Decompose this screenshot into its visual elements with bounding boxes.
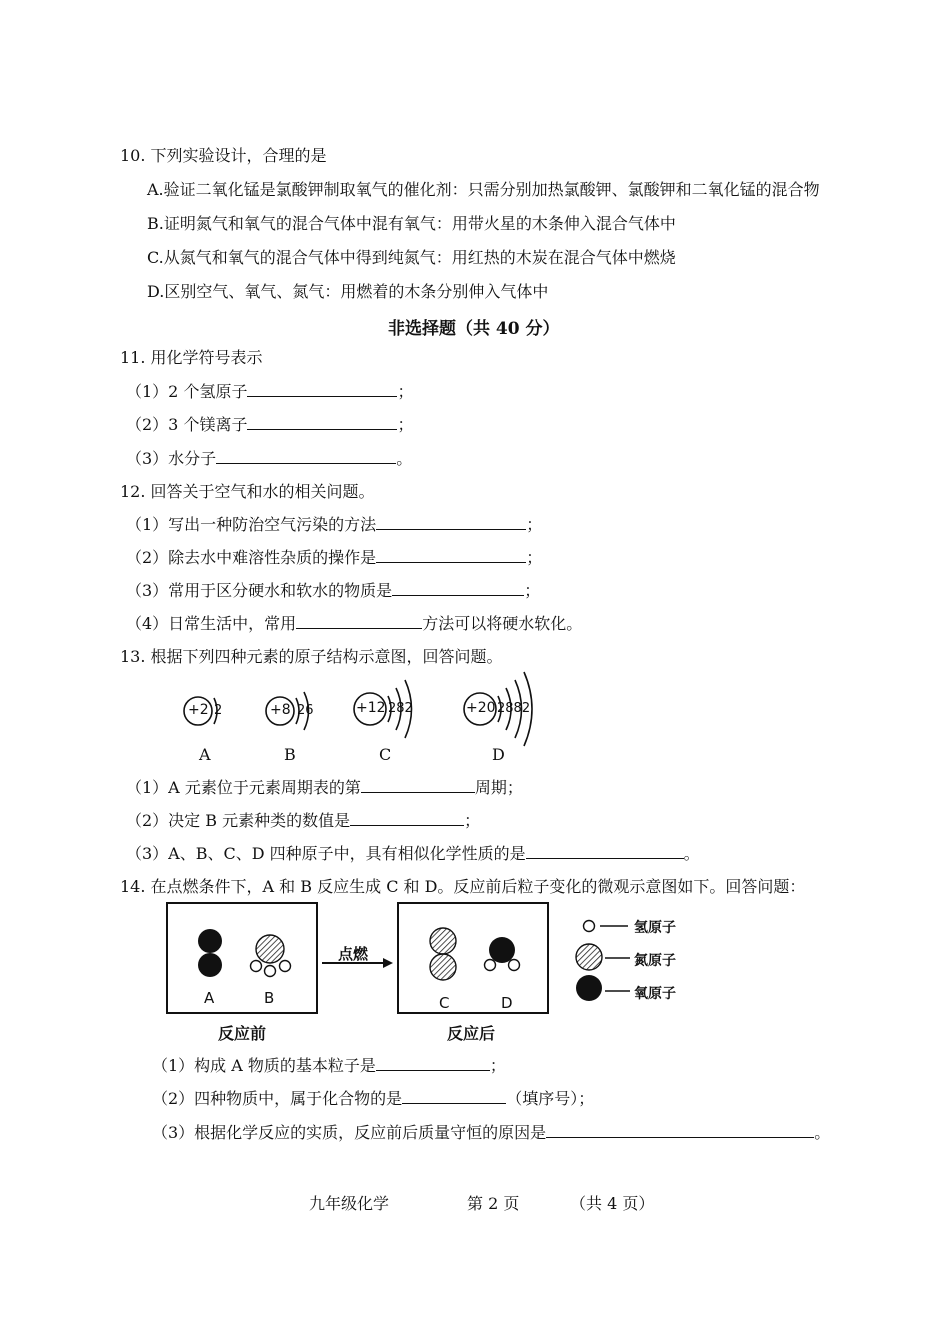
atom-d-nucleus: +20 [466, 700, 496, 716]
q13-item-2 [126, 811, 480, 831]
atom-a-letter: A [199, 745, 211, 764]
q14-item-3-label: （3）根据化学反应的实质，反应前后质量守恒的原因是 [152, 1123, 547, 1142]
atom-c-nucleus: +12 [356, 700, 386, 716]
hydrogen-atom [251, 961, 262, 972]
answer-blank[interactable] [546, 1123, 814, 1138]
legend-hydrogen-label: 氢原子 [634, 920, 676, 936]
q13-item-2-label: （2）决定 B 元素种类的数值是 [126, 811, 351, 830]
q12-item-4-label: （4）日常生活中，常用 [126, 614, 297, 633]
molecule-d-label: D [501, 994, 513, 1012]
q12-item-3-end: ； [524, 581, 541, 600]
q12-item-2-end: ； [526, 548, 543, 567]
oxygen-atom [198, 953, 222, 977]
atom-b-shells: 26 [297, 703, 314, 718]
q12-item-2-label: （2）除去水中难溶性杂质的操作是 [126, 548, 377, 567]
legend-oxygen-label: 氧原子 [634, 986, 676, 1002]
answer-blank[interactable] [376, 548, 526, 563]
answer-blank[interactable] [296, 614, 422, 629]
q13-item-2-end: ； [464, 811, 481, 830]
q10-option-d: D.区别空气、氧气、氮气：用燃着的木条分别伸入气体中 [147, 282, 549, 301]
footer-total: （共 4 页） [570, 1194, 655, 1213]
answer-blank[interactable] [402, 1089, 506, 1104]
answer-blank[interactable] [350, 811, 464, 826]
legend-nitrogen-label: 氮原子 [634, 953, 676, 969]
q14-item-3 [152, 1123, 830, 1143]
q11-item-2-end: ； [397, 415, 414, 434]
q13-item-1 [126, 778, 523, 798]
q12-item-4-end: 方法可以将硬水软化。 [422, 614, 583, 633]
q12-stem: 12. 回答关于空气和水的相关问题。 [120, 482, 375, 501]
arrow-label: 点燃 [338, 945, 369, 963]
q14-item-2-end: （填序号）； [506, 1089, 595, 1108]
atom-b-letter: B [284, 745, 296, 764]
arrow-head [383, 958, 393, 968]
hydrogen-atom [509, 960, 520, 971]
q14-item-1-end: ； [489, 1056, 506, 1075]
q10-option-c: C.从氮气和氧气的混合气体中得到纯氮气：用红热的木炭在混合气体中燃烧 [147, 248, 676, 267]
q14-stem: 14. 在点燃条件下，A 和 B 反应生成 C 和 D。反应前后粒子变化的微观示意图如下。回答问题： [120, 877, 806, 896]
q13-item-1-end: 周期； [474, 778, 523, 797]
nitrogen-atom [430, 928, 456, 954]
q12-item-1-end: ； [526, 515, 543, 534]
atom-a-shells: 2 [214, 703, 223, 718]
q11-item-1-end: ； [397, 382, 414, 401]
q11-item-3-end: 。 [396, 449, 413, 468]
q12-item-2 [126, 548, 542, 568]
molecule-c-label: C [439, 994, 450, 1012]
q13-stem: 13. 根据下列四种元素的原子结构示意图，回答问题。 [120, 647, 503, 666]
answer-blank[interactable] [216, 449, 396, 464]
oxygen-atom [198, 929, 222, 953]
molecule-b-label: B [264, 989, 275, 1007]
q11-item-1 [126, 382, 413, 402]
q13-item-3 [126, 844, 700, 864]
hydrogen-atom [265, 966, 276, 977]
footer-subject: 九年级化学 [309, 1194, 390, 1213]
q11-item-3-label: （3）水分子 [126, 449, 217, 468]
hydrogen-atom [280, 961, 291, 972]
after-box [398, 903, 548, 1013]
nitrogen-atom [256, 935, 284, 963]
section-title: 非选择题（共 40 分） [388, 319, 560, 339]
q11-item-1-label: （1）2 个氢原子 [126, 382, 248, 401]
q10-stem: 10. 下列实验设计，合理的是 [120, 146, 327, 165]
oxygen-atom [489, 937, 515, 963]
q14-item-1 [152, 1056, 506, 1076]
after-caption: 反应后 [447, 1024, 496, 1043]
q14-item-2-label: （2）四种物质中，属于化合物的是 [152, 1089, 403, 1108]
q12-item-1-label: （1）写出一种防治空气污染的方法 [126, 515, 377, 534]
before-caption: 反应前 [218, 1024, 267, 1043]
q10-option-a: A.验证二氧化锰是氯酸钾制取氧气的催化剂：只需分别加热氯酸钾、氯酸钾和二氧化锰的混合物 [147, 180, 820, 199]
q12-item-3 [126, 581, 540, 601]
q10-option-b: B.证明氮气和氧气的混合气体中混有氧气：用带火星的木条伸入混合气体中 [147, 214, 676, 233]
q14-item-2 [152, 1089, 594, 1109]
atom-a-nucleus: +2 [188, 702, 209, 718]
q13-item-1-label: （1）A 元素位于元素周期表的第 [126, 778, 361, 797]
q13-item-3-label: （3）A、B、C、D 四种原子中，具有相似化学性质的是 [126, 844, 526, 863]
answer-blank[interactable] [247, 382, 397, 397]
answer-blank[interactable] [526, 844, 684, 859]
answer-blank[interactable] [392, 581, 524, 596]
q14-item-1-label: （1）构成 A 物质的基本粒子是 [152, 1056, 376, 1075]
q13-item-3-end: 。 [683, 844, 700, 863]
q14-item-3-end: 。 [814, 1123, 831, 1142]
q11-item-3 [126, 449, 412, 469]
atom-c-letter: C [379, 745, 392, 764]
answer-blank[interactable] [247, 415, 397, 430]
q12-item-4 [126, 614, 582, 634]
hydrogen-atom [485, 960, 496, 971]
q12-item-1 [126, 515, 542, 535]
before-box [167, 903, 317, 1013]
answer-blank[interactable] [376, 1056, 490, 1071]
q12-item-3-label: （3）常用于区分硬水和软水的物质是 [126, 581, 393, 600]
q11-item-2-label: （2）3 个镁离子 [126, 415, 248, 434]
answer-blank[interactable] [361, 778, 475, 793]
q11-stem: 11. 用化学符号表示 [120, 348, 263, 367]
atom-c-shells: 282 [388, 701, 413, 716]
legend-hydrogen-symbol [584, 921, 595, 932]
atom-b-nucleus: +8 [270, 702, 291, 718]
footer-page: 第 2 页 [467, 1194, 520, 1213]
nitrogen-atom [430, 954, 456, 980]
q11-item-2 [126, 415, 413, 435]
molecule-a-label: A [204, 989, 215, 1007]
legend-nitrogen-symbol [576, 944, 602, 970]
answer-blank[interactable] [376, 515, 526, 530]
legend-oxygen-symbol [576, 975, 602, 1001]
atom-d-shells: 2882 [497, 701, 531, 716]
atom-d-letter: D [492, 745, 505, 764]
